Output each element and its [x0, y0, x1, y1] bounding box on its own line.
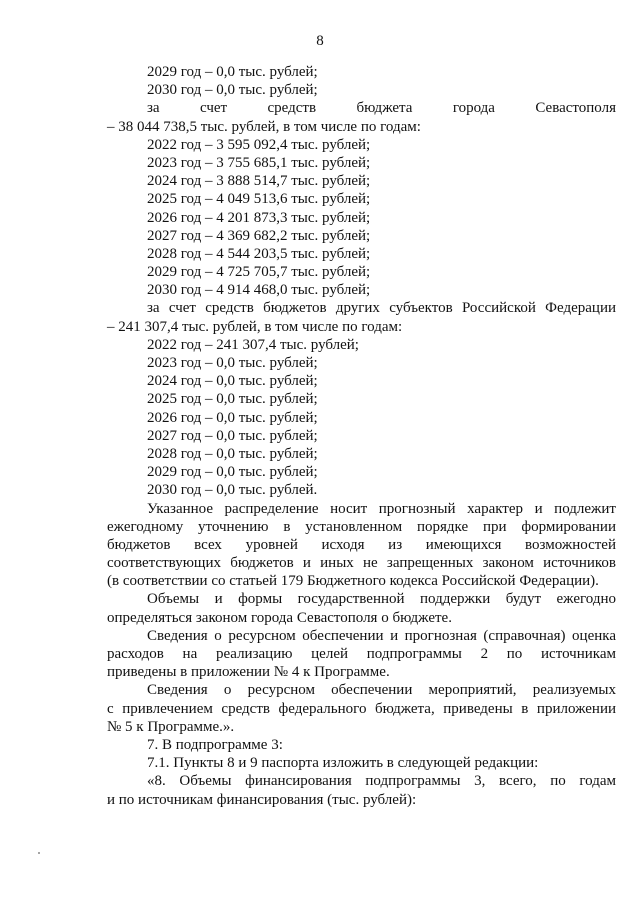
- text-line: (в соответствии со статьей 179 Бюджетного кодекса Российской Федерации).: [107, 573, 599, 590]
- text-line: – 38 044 738,5 тыс. рублей, в том числе по годам:: [107, 118, 421, 135]
- text-line: 2029 год – 4 725 705,7 тыс. рублей;: [147, 264, 371, 281]
- text-line: 2030 год – 0,0 тыс. рублей.: [147, 482, 318, 499]
- text-line: 2024 год – 3 888 514,7 тыс. рублей;: [147, 173, 371, 190]
- text-line: 2024 год – 0,0 тыс. рублей;: [147, 373, 318, 390]
- text-line: 2025 год – 4 049 513,6 тыс. рублей;: [147, 191, 371, 208]
- page-number: 8: [316, 33, 324, 49]
- text-line: 7. В подпрограмме 3:: [147, 736, 283, 753]
- text-line: 7.1. Пункты 8 и 9 паспорта изложить в следующей редакции:: [147, 755, 539, 772]
- text-line: 2028 год – 0,0 тыс. рублей;: [147, 445, 318, 462]
- text-line: 2022 год – 3 595 092,4 тыс. рублей;: [147, 136, 371, 153]
- text-line: 2030 год – 0,0 тыс. рублей;: [147, 82, 318, 99]
- text-line: Сведения о ресурсном обеспечении мероприятий, реализуемых: [147, 682, 616, 699]
- text-line: бюджетов всех уровней исходя из имеющихся возможностей: [107, 536, 616, 553]
- document-body: [107, 63, 616, 809]
- text-line: определяться законом города Севастополя о бюджете.: [107, 609, 452, 626]
- text-line: за счет средств бюджетов других субъектов Российской Федерации: [147, 300, 616, 317]
- text-line: 2022 год – 241 307,4 тыс. рублей;: [147, 336, 359, 353]
- text-line: № 5 к Программе.».: [107, 718, 235, 735]
- text-line: и по источникам финансирования (тыс. рублей):: [107, 791, 417, 808]
- text-line: 2026 год – 4 201 873,3 тыс. рублей;: [147, 209, 371, 226]
- text-line: соответствующих бюджетов и иных не запрещенных законом источников: [107, 555, 616, 572]
- text-line: Объемы и формы государственной поддержки будут ежегодно: [147, 591, 616, 608]
- text-line: ежегодному уточнению в установленном порядке при формировании: [107, 518, 616, 535]
- text-line: 2026 год – 0,0 тыс. рублей;: [147, 409, 318, 426]
- text-line: 2023 год – 3 755 685,1 тыс. рублей;: [147, 154, 371, 171]
- text-line: 2023 год – 0,0 тыс. рублей;: [147, 355, 318, 371]
- text-line: – 241 307,4 тыс. рублей, в том числе по годам:: [107, 318, 403, 335]
- text-line: Указанное распределение носит прогнозный характер и подлежит: [147, 500, 616, 517]
- text-line: 2029 год – 0,0 тыс. рублей;: [147, 464, 318, 481]
- text-line: за счет средств бюджета города Севастополя: [147, 100, 616, 117]
- text-line: 2028 год – 4 544 203,5 тыс. рублей;: [147, 245, 371, 262]
- text-line: 2025 год – 0,0 тыс. рублей;: [147, 391, 318, 408]
- text-line: 2029 год – 0,0 тыс. рублей;: [147, 64, 318, 80]
- text-line: 2027 год – 4 369 682,2 тыс. рублей;: [147, 227, 371, 244]
- text-line: 2027 год – 0,0 тыс. рублей;: [147, 427, 318, 444]
- text-line: расходов на реализацию целей подпрограммы 2 по источникам: [107, 646, 616, 662]
- text-line: приведены в приложении № 4 к Программе.: [107, 664, 390, 681]
- text-line: «8. Объемы финансирования подпрограммы 3, всего, по годам: [147, 773, 616, 790]
- text-line: 2030 год – 4 914 468,0 тыс. рублей;: [147, 282, 371, 299]
- margin-mark: [38, 852, 40, 854]
- text-line: с привлечением средств федерального бюджета, приведены в приложении: [107, 700, 616, 717]
- text-line: Сведения о ресурсном обеспечении и прогнозная (справочная) оценка: [147, 627, 616, 644]
